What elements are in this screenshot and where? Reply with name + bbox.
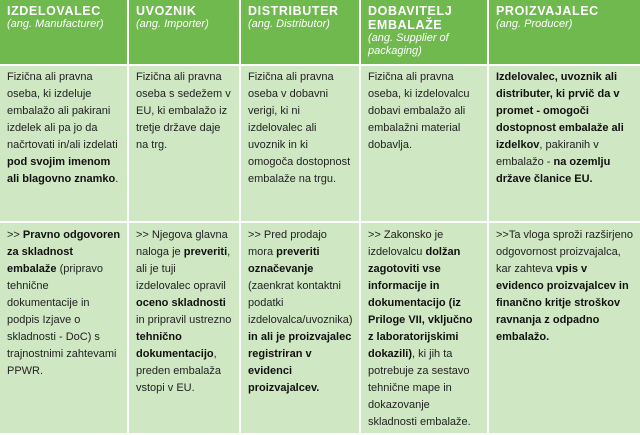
column-title: UVOZNIK [136, 4, 197, 18]
note-cell-distributor [240, 222, 360, 434]
column-subtitle: (ang. Importer) [136, 18, 209, 30]
cell-text: (zaenkrat kontaktni podatki izdelovalca/uvoznika) [248, 280, 353, 326]
emphasized-text: na ozemlju države članice EU. [496, 156, 611, 185]
header-cell-manufacturer [0, 0, 128, 65]
cell-text: Fizična ali pravna oseba, ki izdeluje embalažo ali pakirani izdelek ali pa jo da načrtovati in/ali izdelati [7, 71, 118, 151]
cell-text: >> Zakonsko je izdelovalcu [368, 229, 444, 258]
emphasized-text: dolžan zagotoviti vse informacije in dokumentacijo (iz Priloge VII, vključno z laboratorijskimi dokazili) [368, 246, 473, 360]
definition-row [0, 65, 640, 222]
emphasized-text: tehnično dokumentacijo [136, 331, 214, 360]
column-title: DOBAVITELJ EMBALAŽE [368, 4, 453, 32]
cell-text: >> Njegova glavna naloga je [136, 229, 228, 258]
cell-text: Fizična ali pravna oseba v dobavni verigi, ki ni izdelovalec ali uvoznik in ki omogoča dostopnost embalaže na trgu. [248, 71, 351, 185]
cell-text: (pripravo tehnične dokumentacije in podpis Izjave o skladnosti - DoC) s trajnostnimi zahtevami PPWR. [7, 263, 117, 377]
column-title: IZDELOVALEC [7, 4, 101, 18]
note-row [0, 222, 640, 434]
cell-text: . [115, 173, 119, 185]
note-cell-supplier [360, 222, 488, 434]
emphasized-text: oceno skladnosti [136, 297, 226, 309]
cell-text: >>Ta vloga sproži razširjeno odgovornost proizvajalca, kar zahteva [496, 229, 633, 275]
column-subtitle: (ang. Manufacturer) [7, 18, 104, 30]
emphasized-text: pod svojim imenom ali blagovno znamko [7, 156, 116, 185]
column-title: PROIZVAJALEC [496, 4, 599, 18]
cell-text: , ali je tuji izdelovalec opravil [136, 246, 231, 292]
note-cell-manufacturer [0, 222, 128, 434]
cell-text: , preden embalaža vstopi v EU. [136, 348, 222, 394]
column-subtitle: (ang. Supplier of packaging) [368, 32, 449, 57]
cell-text: >> Pred prodajo mora [248, 229, 327, 258]
cell-text: , ki jih ta potrebuje za sestavo tehnične mape in dokazovanje skladnosti embalaže. [368, 348, 471, 428]
column-subtitle: (ang. Producer) [496, 18, 573, 30]
header-cell-producer [488, 0, 640, 65]
cell-text: Fizična ali pravna oseba s sedežem v EU, ki embalažo iz tretje države daje na trg. [136, 71, 231, 151]
emphasized-text: preveriti označevanje [248, 246, 320, 275]
emphasized-text: Pravno odgovoren za skladnost embalaže [7, 229, 121, 275]
note-cell-producer [488, 222, 640, 434]
header-cell-importer [128, 0, 240, 65]
header-cell-distributor [240, 0, 360, 65]
cell-text: >> [7, 229, 23, 241]
definition-cell-importer [128, 65, 240, 222]
note-cell-importer [128, 222, 240, 434]
cell-text: Fizična ali pravna oseba, ki izdelovalcu dobavi embalažo ali embalažni material dobavlja. [368, 71, 470, 151]
cell-text: , pakiranih v embalažo - [496, 139, 599, 168]
definition-cell-supplier [360, 65, 488, 222]
header-cell-supplier [360, 0, 488, 65]
definition-cell-producer [488, 65, 640, 222]
emphasized-text: in ali je proizvajalec registriran v evidenci proizvajalcev. [248, 331, 352, 394]
cell-text: in pripravil ustrezno [136, 314, 232, 326]
column-title: DISTRIBUTER [248, 4, 339, 18]
emphasized-text: preveriti [183, 246, 228, 258]
definition-cell-distributor [240, 65, 360, 222]
definition-cell-manufacturer [0, 65, 128, 222]
emphasized-text: Izdelovalec, uvoznik ali distributer, ki prvič da v promet - omogoči dostopnost embalaže ali izdelkov [496, 71, 624, 151]
emphasized-text: vpis v evidenco proizvajalcev in finančno kritje stroškov ravnanja z odpadno embalažo. [496, 263, 629, 343]
column-subtitle: (ang. Distributor) [248, 18, 330, 30]
header-row [0, 0, 640, 65]
